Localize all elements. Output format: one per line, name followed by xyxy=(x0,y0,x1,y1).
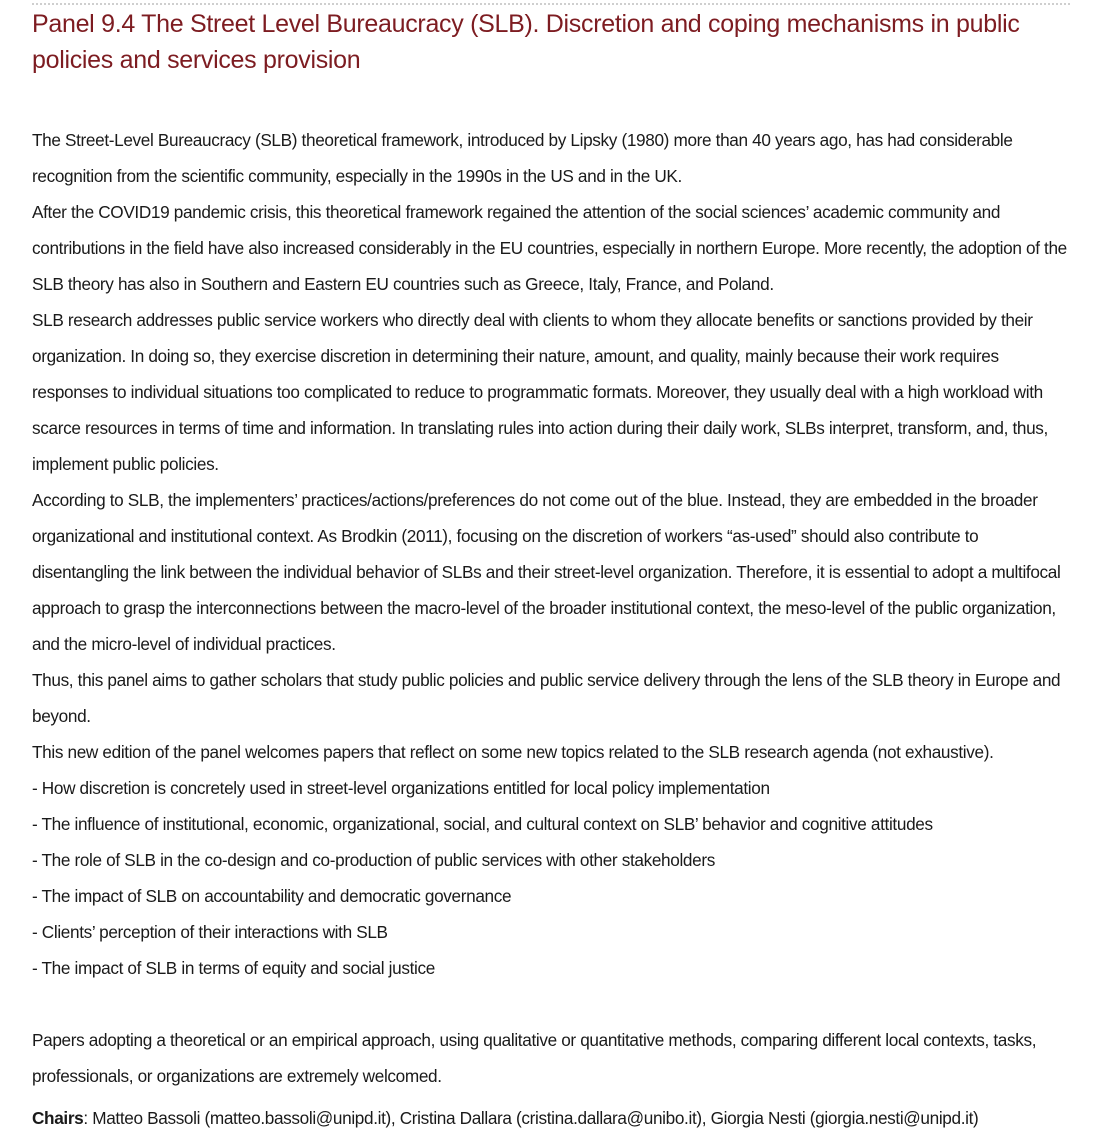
paragraph-covid: After the COVID19 pandemic crisis, this theoretical framework regained the attention of the social sciences’ academic community and contributions in the field have also increased considerably in the EU countries, especially in northern Europe. More recently, the adoption of the SLB theory has also in Southern and Eastern EU countries such as Greece, Italy, France, and Poland. xyxy=(32,202,1067,294)
list-item: - The impact of SLB in terms of equity and social justice xyxy=(32,958,435,978)
chairs-label: Chairs xyxy=(32,1108,84,1128)
panel-description xyxy=(32,122,1074,1094)
paragraph-aim: Thus, this panel aims to gather scholars that study public policies and public service delivery through the lens of the SLB theory in Europe and beyond. xyxy=(32,670,1061,726)
topics-list xyxy=(32,770,1074,986)
panel-title: Panel 9.4 The Street Level Bureaucracy (SLB). Discretion and coping mechanisms in public policies and services provision xyxy=(32,10,1020,74)
chairs-names: : Matteo Bassoli (matteo.bassoli@unipd.it), Cristina Dallara (cristina.dallara@unibo.it), Giorgia Nesti (giorgia.nesti@unipd.it) xyxy=(83,1108,979,1128)
chairs-line xyxy=(32,1100,1074,1136)
paragraph-closing: Papers adopting a theoretical or an empirical approach, using qualitative or quantitative methods, comparing different local contexts, tasks, professionals, or organizations are extremely welcomed. xyxy=(32,1030,1037,1086)
paragraph-slb-intro: The Street-Level Bureaucracy (SLB) theoretical framework, introduced by Lipsky (1980) more than 40 years ago, has had considerable recognition from the scientific community, especially in the 1990s in the US and in the UK. xyxy=(32,130,1013,186)
list-item: - Clients’ perception of their interactions with SLB xyxy=(32,922,388,942)
list-item: - The influence of institutional, economic, organizational, social, and cultural context on SLB’ behavior and cognitive attitudes xyxy=(32,814,933,834)
paragraph-topics-intro: This new edition of the panel welcomes papers that reflect on some new topics related to the SLB research agenda (not exhaustive). xyxy=(32,742,994,762)
top-divider xyxy=(32,3,1070,5)
paragraph-research: SLB research addresses public service workers who directly deal with clients to whom they allocate benefits or sanctions provided by their organization. In doing so, they exercise discretion in determining their nature, amount, and quality, mainly because their work requires responses to individual situations too complicated to reduce to programmatic formats. Moreover, they usually deal with a high workload with scarce resources in terms of time and information. In translating rules into action during their daily work, SLBs interpret, transform, and, thus, implement public policies. xyxy=(32,310,1048,474)
list-item: - How discretion is concretely used in street-level organizations entitled for local policy implementation xyxy=(32,778,770,798)
list-item: - The role of SLB in the co-design and co-production of public services with other stakeholders xyxy=(32,850,715,870)
paragraph-context: According to SLB, the implementers’ practices/actions/preferences do not come out of the blue. Instead, they are embedded in the broader organizational and institutional context. As Brodkin (2011), focusing on the discretion of workers “as-used” should also contribute to disentangling the link between the individual behavior of SLBs and their street-level organization. Therefore, it is essential to adopt a multifocal approach to grasp the interconnections between the macro-level of the broader institutional context, the meso-level of the public organization, and the micro-level of individual practices. xyxy=(32,490,1061,654)
spacer xyxy=(32,986,1074,1022)
list-item: - The impact of SLB on accountability and democratic governance xyxy=(32,886,512,906)
